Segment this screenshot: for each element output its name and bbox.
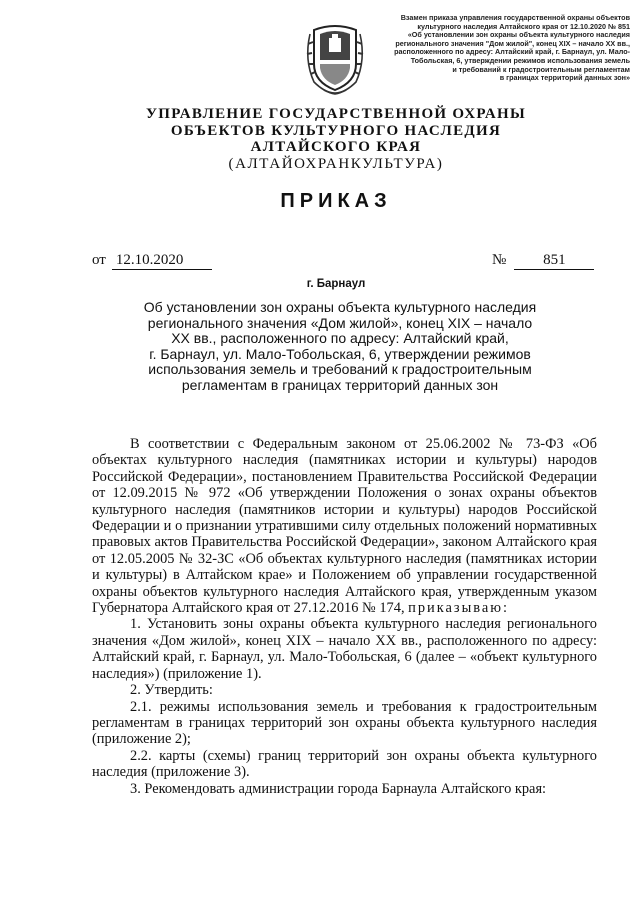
item-2-2: 2.2. карты (схемы) границ территорий зон охраны объекта культурного наследия (приложение 3). [92,747,597,781]
item-3: 3. Рекомендовать администрации города Барнаула Алтайского края: [130,780,547,797]
agency-name-line: ОБЪЕКТОВ КУЛЬТУРНОГО НАСЛЕДИЯ [170,122,502,139]
preamble-paragraph [92,436,597,616]
number-value: 851 [514,252,594,270]
agency-name-line: УПРАВЛЕНИЕ ГОСУДАРСТВЕННОЙ ОХРАНЫ [145,106,527,122]
agency-short-name: (АЛТАЙОХРАНКУЛЬТУРА) [228,155,444,172]
document-type-title: ПРИКАЗ [280,190,392,212]
stamp-line: Взамен приказа управления государственной охраны объектов [400,13,630,22]
number-prefix: № [492,252,507,268]
stamp-line: и требований к градостроительным регламентам [452,64,630,74]
stamp-line: регионального значения "Дом жилой", конец XIX – начало XX вв., [395,38,630,48]
subject-line: использования земель и требований к градостроительным [148,361,532,378]
order-subject [110,300,570,394]
order-word: приказываю: [408,600,510,617]
item-2: 2. Утвердить: [130,682,213,699]
subject-line: регионального значения «Дом жилой», конец XIX – начало [147,314,533,331]
subject-line: Об установлении зон охраны объекта культурного наследия [143,299,537,315]
agency-header [0,106,640,172]
city-label: г. Барнаул [306,278,366,290]
item-1: 1. Установить зоны охраны объекта культурного наследия регионального значения «Дом жилой», конец XIX – начало XX вв., расположенного по адресу: Алтайский край, г. Барнаул, ул. Мало-Тобольская, 6 (далее – «объект культурного наследия») (приложение 1). [92,616,597,682]
replacement-stamp-note [390,14,630,83]
preamble-text: В соответствии с Федеральным законом от 25.06.2002 № 73-ФЗ «Об объектах культурного наследия (памятниках истории и культуры) народов Российской Федерации», постановлением Правительства Российской Федерации от 12.09.2015 № 972 «Об утверждении Положения о зонах охраны объектов культурного наследия (памятников истории и культуры) народов Российской Федерации и о признании утратившими силу отдельных положений нормативных правовых актов Правительства Российской Федерации», законом Алтайского края от 12.05.2005 № 32-ЗС «Об объектах культурного наследия (памятниках истории и культуры) в Алтайском крае» и Положением об управлении государственной охраны объектов культурного наследия Алтайского края, утвержденным указом Губернатора Алтайского края от 27.12.2016 № 174, [92,436,597,617]
stamp-line: расположенного по адресу: Алтайский край, г. Барнаул, ул. Мало- [394,47,630,57]
date-prefix: от [92,252,106,268]
subject-line: XX вв., расположенного по адресу: Алтайский край, [171,330,509,347]
date-value: 12.10.2020 [112,252,212,270]
stamp-line: «Об установлении зон охраны объекта культурного наследия [407,30,630,40]
order-date [92,252,212,270]
stamp-line: в границах территорий данных зон» [499,73,630,83]
stamp-line: культурного наследия Алтайского края от 12.10.2020 № 851 [417,21,630,31]
order-number [492,252,594,270]
agency-name-line: АЛТАЙСКОГО КРАЯ [250,139,422,155]
subject-line: г. Барнаул, ул. Мало-Тобольская, 6, утверждении режимов [149,345,531,362]
item-2-1: 2.1. режимы использования земель и требования к градостроительным регламентам в границах территорий зон охраны объекта культурного наследия (приложение 2); [92,698,597,748]
coat-of-arms-icon [300,20,370,96]
order-body [92,436,597,797]
subject-line: регламентам в границах территорий данных зон [181,376,499,393]
stamp-line: Тобольская, 6, утверждении режимов использования земель [410,55,630,65]
